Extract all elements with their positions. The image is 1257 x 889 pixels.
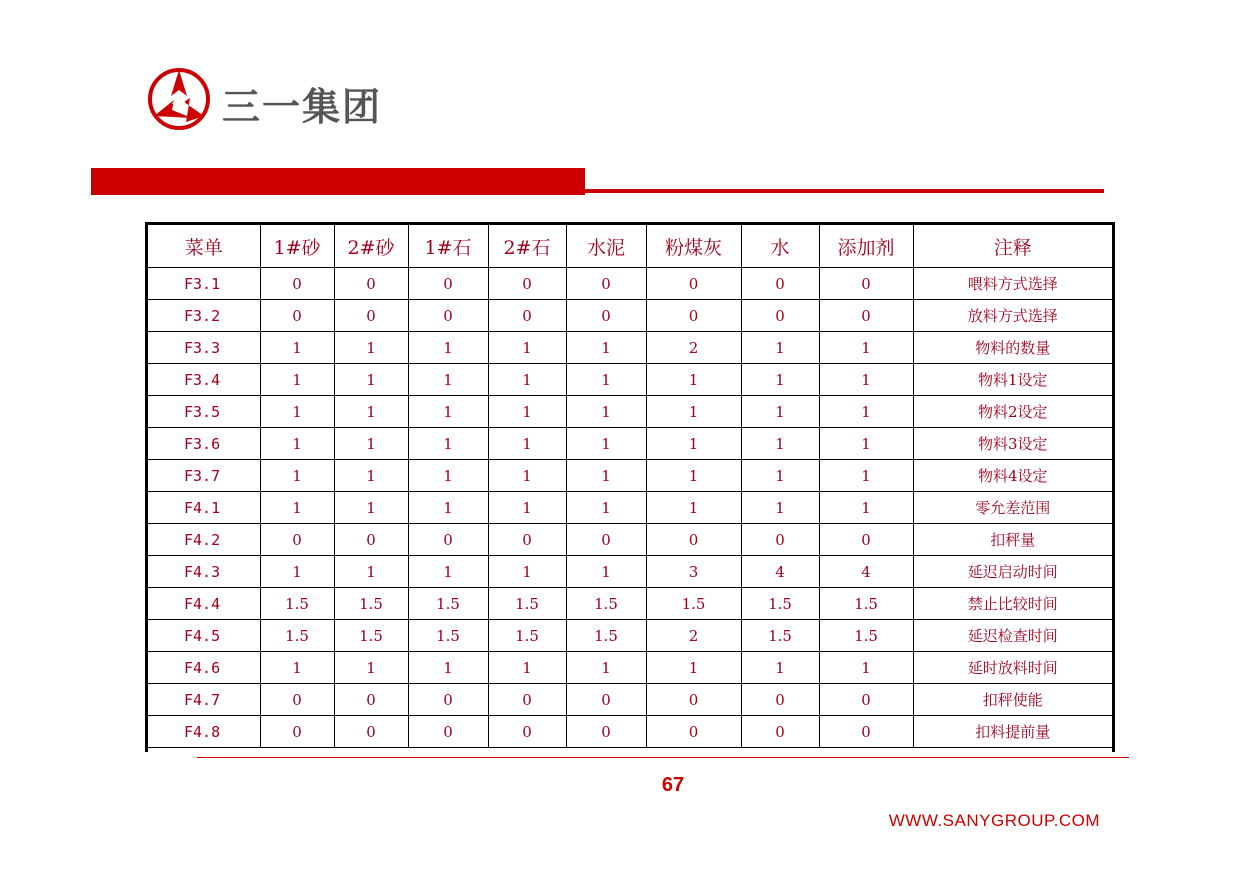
value-cell: 1 xyxy=(260,332,334,364)
note-cell: 物料4设定 xyxy=(913,460,1112,492)
value-cell: 1 xyxy=(408,492,488,524)
table-row xyxy=(148,492,1112,524)
table-row xyxy=(148,300,1112,332)
menu-code-cell: F4.3 xyxy=(148,556,260,588)
table-row xyxy=(148,428,1112,460)
parameter-table-container xyxy=(145,222,1115,752)
value-cell: 1.5 xyxy=(741,588,819,620)
value-cell: 1 xyxy=(646,364,741,396)
value-cell: 0 xyxy=(408,268,488,300)
value-cell: 0 xyxy=(334,268,408,300)
value-cell: 1 xyxy=(334,556,408,588)
table-row xyxy=(148,684,1112,716)
value-cell: 0 xyxy=(408,524,488,556)
value-cell: 0 xyxy=(741,684,819,716)
value-cell: 1 xyxy=(646,396,741,428)
value-cell: 0 xyxy=(646,716,741,748)
value-cell: 1 xyxy=(566,460,646,492)
value-cell: 0 xyxy=(488,684,566,716)
table-row xyxy=(148,460,1112,492)
value-cell: 1.5 xyxy=(819,588,913,620)
sany-triangle-logo-icon xyxy=(146,66,212,132)
value-cell: 1 xyxy=(488,428,566,460)
value-cell: 0 xyxy=(488,524,566,556)
value-cell: 1 xyxy=(741,492,819,524)
column-header: 水 xyxy=(741,225,819,268)
value-cell: 1 xyxy=(408,364,488,396)
value-cell: 1.5 xyxy=(260,588,334,620)
menu-code-cell: F4.5 xyxy=(148,620,260,652)
value-cell: 1 xyxy=(566,332,646,364)
value-cell: 1 xyxy=(566,428,646,460)
value-cell: 1 xyxy=(260,364,334,396)
menu-code-cell: F4.4 xyxy=(148,588,260,620)
value-cell: 0 xyxy=(819,524,913,556)
column-header: 2#砂 xyxy=(334,225,408,268)
table-row xyxy=(148,268,1112,300)
value-cell: 1 xyxy=(819,396,913,428)
value-cell: 1 xyxy=(488,396,566,428)
value-cell: 0 xyxy=(646,684,741,716)
menu-code-cell: F4.6 xyxy=(148,652,260,684)
note-cell: 延迟检查时间 xyxy=(913,620,1112,652)
note-cell: 物料2设定 xyxy=(913,396,1112,428)
column-header: 添加剂 xyxy=(819,225,913,268)
value-cell: 0 xyxy=(488,716,566,748)
header-band-thin xyxy=(585,189,1104,193)
value-cell: 1.5 xyxy=(488,620,566,652)
website-url: WWW.SANYGROUP.COM xyxy=(888,811,1100,830)
value-cell: 4 xyxy=(819,556,913,588)
value-cell: 1.5 xyxy=(646,588,741,620)
value-cell: 0 xyxy=(819,300,913,332)
column-header: 粉煤灰 xyxy=(646,225,741,268)
value-cell: 0 xyxy=(334,524,408,556)
value-cell: 0 xyxy=(408,300,488,332)
value-cell: 0 xyxy=(819,716,913,748)
value-cell: 1 xyxy=(334,460,408,492)
value-cell: 0 xyxy=(488,268,566,300)
value-cell: 1 xyxy=(334,652,408,684)
note-cell: 禁止比较时间 xyxy=(913,588,1112,620)
value-cell: 1 xyxy=(260,460,334,492)
company-name: 三一集团 xyxy=(222,85,383,129)
table-row xyxy=(148,652,1112,684)
value-cell: 0 xyxy=(566,684,646,716)
value-cell: 1 xyxy=(408,652,488,684)
value-cell: 1 xyxy=(646,428,741,460)
table-body xyxy=(148,268,1112,748)
value-cell: 1 xyxy=(334,364,408,396)
value-cell: 1 xyxy=(566,364,646,396)
value-cell: 1 xyxy=(488,652,566,684)
value-cell: 1 xyxy=(741,332,819,364)
value-cell: 1 xyxy=(334,396,408,428)
value-cell: 0 xyxy=(566,716,646,748)
note-cell: 物料的数量 xyxy=(913,332,1112,364)
value-cell: 1.5 xyxy=(408,620,488,652)
value-cell: 1 xyxy=(741,428,819,460)
value-cell: 0 xyxy=(408,684,488,716)
value-cell: 1 xyxy=(741,460,819,492)
value-cell: 1.5 xyxy=(408,588,488,620)
value-cell: 1 xyxy=(334,492,408,524)
value-cell: 0 xyxy=(741,716,819,748)
value-cell: 1 xyxy=(334,332,408,364)
menu-code-cell: F3.1 xyxy=(148,268,260,300)
menu-code-cell: F3.5 xyxy=(148,396,260,428)
parameter-table xyxy=(148,225,1112,748)
value-cell: 0 xyxy=(334,716,408,748)
value-cell: 4 xyxy=(741,556,819,588)
value-cell: 1 xyxy=(260,396,334,428)
note-cell: 喂料方式选择 xyxy=(913,268,1112,300)
value-cell: 1 xyxy=(566,396,646,428)
column-header: 菜单 xyxy=(148,225,260,268)
column-header: 水泥 xyxy=(566,225,646,268)
value-cell: 1.5 xyxy=(566,620,646,652)
menu-code-cell: F3.7 xyxy=(148,460,260,492)
value-cell: 1 xyxy=(488,492,566,524)
value-cell: 1 xyxy=(488,364,566,396)
value-cell: 0 xyxy=(260,300,334,332)
value-cell: 0 xyxy=(334,300,408,332)
value-cell: 0 xyxy=(408,716,488,748)
table-row xyxy=(148,396,1112,428)
company-logo xyxy=(146,66,396,136)
note-cell: 扣秤量 xyxy=(913,524,1112,556)
value-cell: 0 xyxy=(566,300,646,332)
value-cell: 1 xyxy=(488,332,566,364)
note-cell: 扣料提前量 xyxy=(913,716,1112,748)
value-cell: 1 xyxy=(408,556,488,588)
value-cell: 1 xyxy=(566,652,646,684)
value-cell: 1 xyxy=(646,460,741,492)
value-cell: 1.5 xyxy=(334,588,408,620)
column-header: 注释 xyxy=(913,225,1112,268)
column-header: 1#石 xyxy=(408,225,488,268)
value-cell: 1 xyxy=(819,428,913,460)
value-cell: 0 xyxy=(819,684,913,716)
value-cell: 0 xyxy=(819,268,913,300)
value-cell: 1 xyxy=(566,556,646,588)
value-cell: 1.5 xyxy=(566,588,646,620)
page-number: 67 xyxy=(661,774,685,796)
value-cell: 0 xyxy=(566,524,646,556)
value-cell: 1 xyxy=(260,492,334,524)
value-cell: 2 xyxy=(646,332,741,364)
menu-code-cell: F4.1 xyxy=(148,492,260,524)
table-row xyxy=(148,556,1112,588)
value-cell: 1 xyxy=(408,460,488,492)
value-cell: 1 xyxy=(819,332,913,364)
value-cell: 1 xyxy=(646,492,741,524)
value-cell: 1 xyxy=(741,364,819,396)
table-header-row xyxy=(148,225,1112,268)
value-cell: 1 xyxy=(646,652,741,684)
note-cell: 零允差范围 xyxy=(913,492,1112,524)
value-cell: 1 xyxy=(488,556,566,588)
column-header: 1#砂 xyxy=(260,225,334,268)
value-cell: 1 xyxy=(819,652,913,684)
note-cell: 延迟启动时间 xyxy=(913,556,1112,588)
value-cell: 0 xyxy=(260,524,334,556)
value-cell: 1 xyxy=(260,652,334,684)
table-row xyxy=(148,588,1112,620)
value-cell: 1.5 xyxy=(260,620,334,652)
value-cell: 1.5 xyxy=(741,620,819,652)
table-row xyxy=(148,716,1112,748)
menu-code-cell: F3.2 xyxy=(148,300,260,332)
value-cell: 0 xyxy=(334,684,408,716)
value-cell: 1.5 xyxy=(819,620,913,652)
note-cell: 物料3设定 xyxy=(913,428,1112,460)
value-cell: 0 xyxy=(566,268,646,300)
value-cell: 1 xyxy=(408,428,488,460)
value-cell: 0 xyxy=(260,268,334,300)
value-cell: 1 xyxy=(819,460,913,492)
value-cell: 0 xyxy=(646,524,741,556)
value-cell: 0 xyxy=(260,716,334,748)
column-header: 2#石 xyxy=(488,225,566,268)
value-cell: 1 xyxy=(334,428,408,460)
value-cell: 3 xyxy=(646,556,741,588)
value-cell: 1 xyxy=(260,428,334,460)
value-cell: 1 xyxy=(741,396,819,428)
menu-code-cell: F3.4 xyxy=(148,364,260,396)
value-cell: 1 xyxy=(488,460,566,492)
table-row xyxy=(148,332,1112,364)
footer-divider xyxy=(197,757,1129,758)
value-cell: 2 xyxy=(646,620,741,652)
value-cell: 1.5 xyxy=(334,620,408,652)
value-cell: 1.5 xyxy=(488,588,566,620)
menu-code-cell: F4.7 xyxy=(148,684,260,716)
value-cell: 1 xyxy=(819,364,913,396)
value-cell: 0 xyxy=(741,268,819,300)
header-band-thick xyxy=(91,168,585,195)
value-cell: 1 xyxy=(819,492,913,524)
menu-code-cell: F3.3 xyxy=(148,332,260,364)
note-cell: 放料方式选择 xyxy=(913,300,1112,332)
table-row xyxy=(148,524,1112,556)
value-cell: 0 xyxy=(741,300,819,332)
note-cell: 物料1设定 xyxy=(913,364,1112,396)
value-cell: 0 xyxy=(488,300,566,332)
value-cell: 0 xyxy=(741,524,819,556)
value-cell: 0 xyxy=(646,300,741,332)
note-cell: 扣秤使能 xyxy=(913,684,1112,716)
value-cell: 0 xyxy=(646,268,741,300)
menu-code-cell: F3.6 xyxy=(148,428,260,460)
menu-code-cell: F4.8 xyxy=(148,716,260,748)
note-cell: 延时放料时间 xyxy=(913,652,1112,684)
table-row xyxy=(148,364,1112,396)
value-cell: 0 xyxy=(260,684,334,716)
value-cell: 1 xyxy=(566,492,646,524)
table-row xyxy=(148,620,1112,652)
value-cell: 1 xyxy=(408,332,488,364)
value-cell: 1 xyxy=(741,652,819,684)
menu-code-cell: F4.2 xyxy=(148,524,260,556)
value-cell: 1 xyxy=(408,396,488,428)
value-cell: 1 xyxy=(260,556,334,588)
